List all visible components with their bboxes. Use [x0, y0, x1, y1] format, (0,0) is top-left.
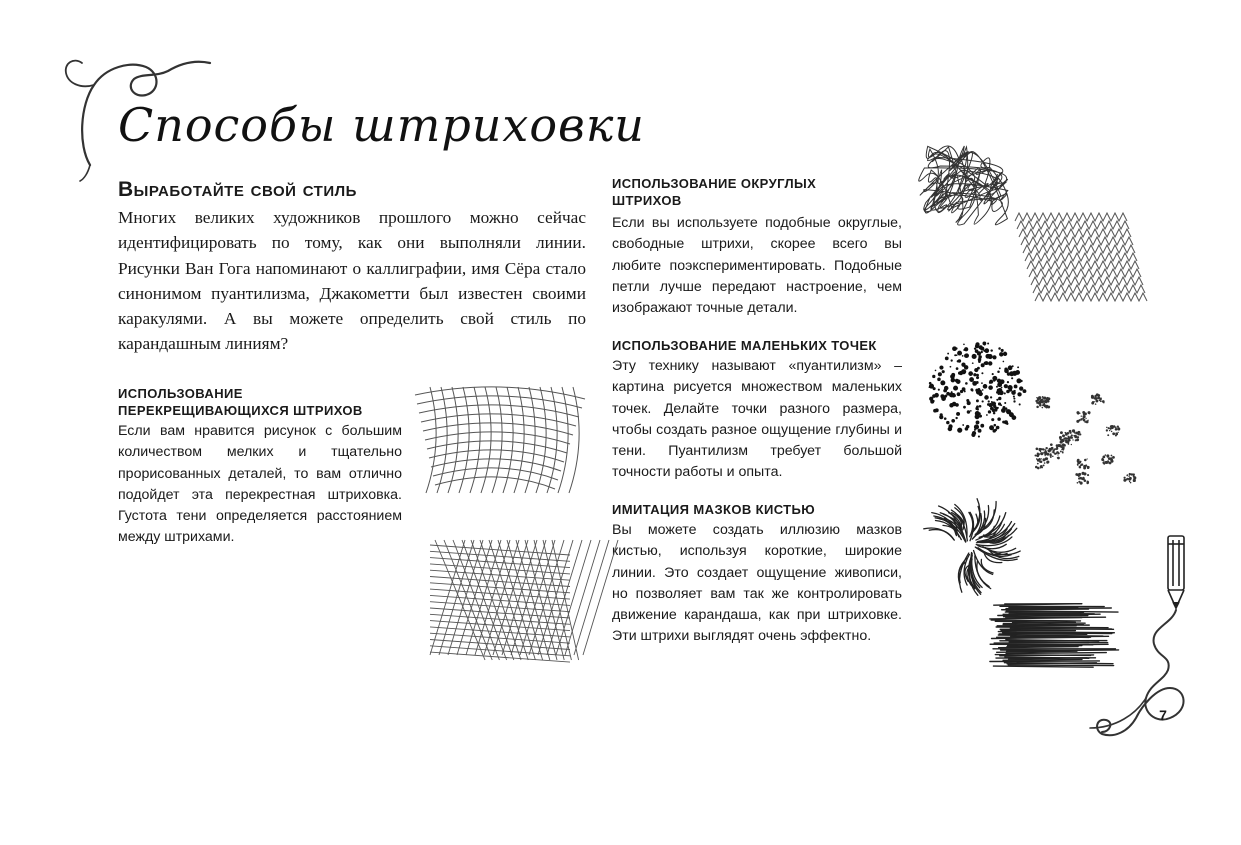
cross-hatch-dense-illustration — [425, 535, 575, 665]
dot-patches-illustration — [1025, 388, 1140, 493]
zigzag-strokes-illustration — [1005, 205, 1140, 305]
small-dots-text: Эту технику называют «пуантилизм» – картина рисуется множеством маленьких точек. Делайте точки разного размера, чтобы создать разное ощущение глубины и тени. Пуантилизм требует большой точности работы и опыта. — [612, 358, 902, 481]
cross-heading-line2: ПЕРЕКРЕЩИВАЮЩИХСЯ ШТРИХОВ — [118, 402, 363, 418]
cross-heading-line1: ИСПОЛЬЗОВАНИЕ — [118, 386, 243, 401]
intro-paragraph: Многих великих художников прошлого можно сейчас идентифицировать по тому, как они выполняли линии. Рисунки Ван Гога напоминают о каллиграфии, имя Сёра стало синонимом пуантилизма, Джакометти был известен своими каракулями. А вы можете определить свой стиль по карандашным линиям? — [118, 208, 586, 354]
small-dots-heading: ИСПОЛЬЗОВАНИЕ МАЛЕНЬКИХ ТОЧЕК — [612, 338, 877, 353]
round-heading-line1: ИСПОЛЬЗОВАНИЕ ОКРУГЛЫХ — [612, 176, 817, 191]
cross-hatching-heading — [118, 386, 408, 419]
scribble-loops-illustration — [910, 138, 1020, 233]
round-strokes-heading — [612, 176, 902, 209]
pencil-flourish-ornament — [1080, 528, 1200, 768]
pointillism-dots-illustration — [925, 335, 1030, 445]
pencil-icon — [1168, 536, 1184, 608]
page-title: Способы штриховки — [118, 98, 645, 152]
cross-hatching-text: Если вам нравится рисунок с большим количеством мелких и тщательно прорисованных деталей, то вам отлично подойдет эта перекрестная штриховка. Густота тени определяется расстоянием между штрихами. — [118, 423, 402, 546]
page-number: 7 — [1159, 707, 1167, 723]
brush-strokes-heading: ИМИТАЦИЯ МАЗКОВ КИСТЬЮ — [612, 502, 816, 517]
cross-hatch-curved-illustration — [410, 385, 590, 495]
brush-strokes-text: Вы можете создать иллюзию мазков кистью, используя короткие, широкие линии. Это создает ощущение живописи, но позволяет вам так же контролировать движение карандаша, как при штриховке. Эти штрихи выглядят очень эффектно. — [612, 522, 902, 645]
round-strokes-text: Если вы используете подобные округлые, свободные штрихи, скорее всего вы любите поэкспериментировать. Подобные петли лучше передают настроение, чем изображают точные детали. — [612, 215, 902, 317]
brush-strokes-illustration — [925, 488, 1030, 593]
round-heading-line2: ШТРИХОВ — [612, 192, 682, 208]
section-subtitle: Выработайте свой стиль — [118, 178, 357, 201]
